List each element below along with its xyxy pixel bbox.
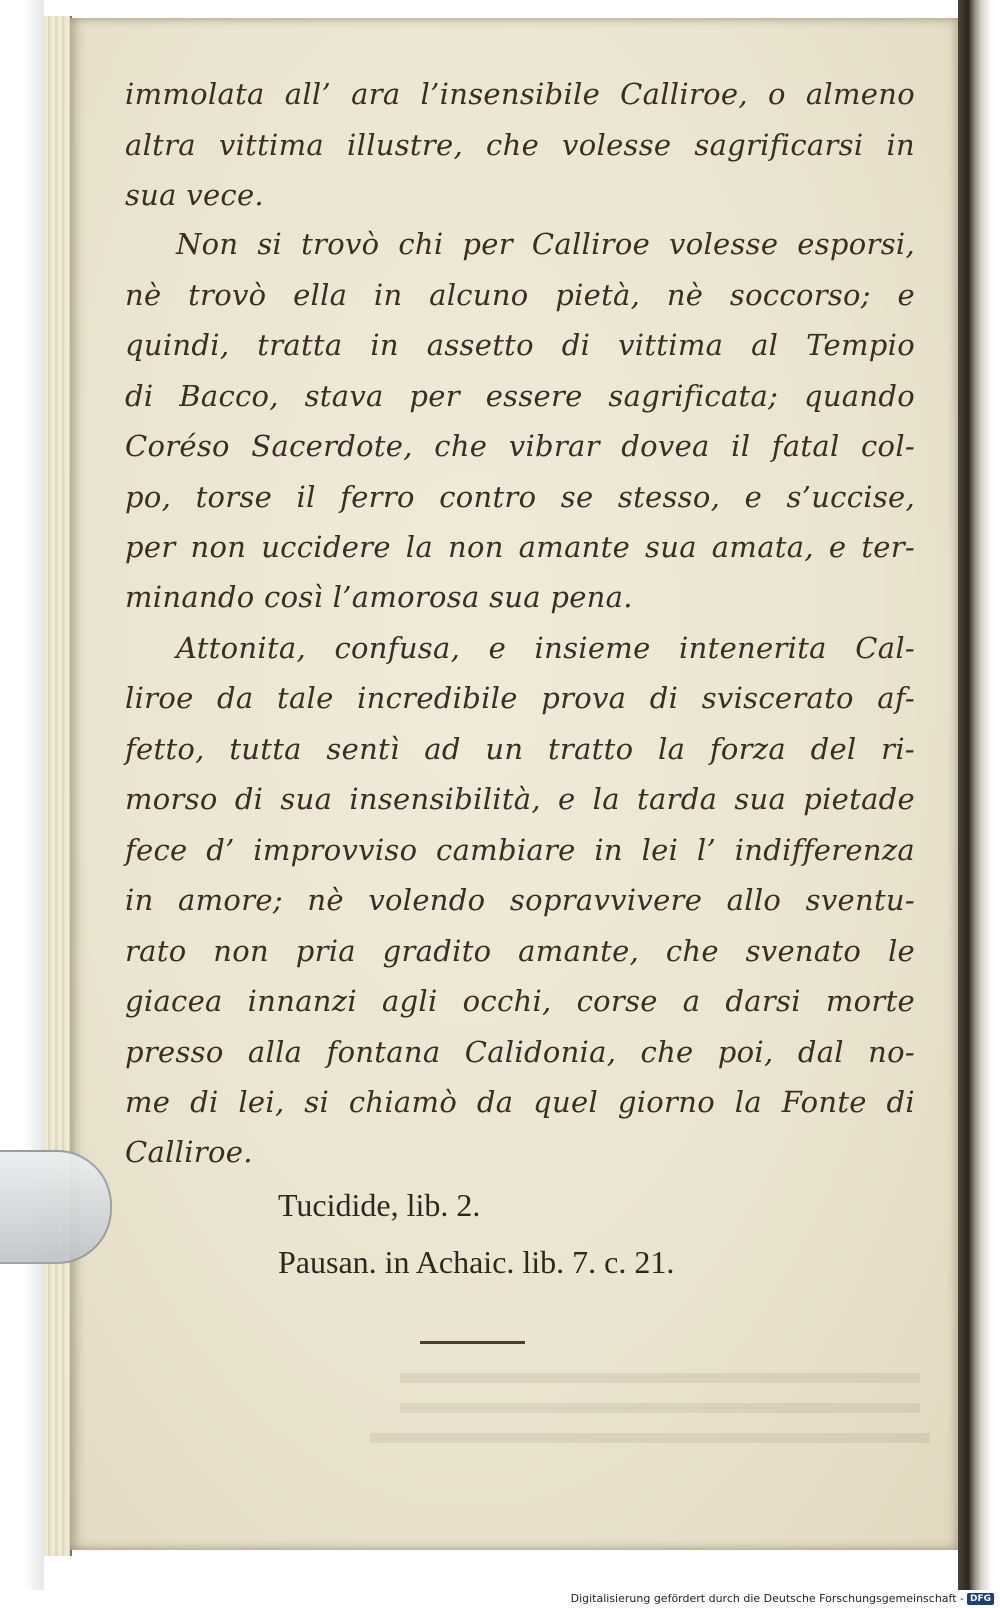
- text-line: in amore; nè volendo sopravvivere allo sventu-: [125, 883, 915, 917]
- text-line: morso di sua insensibilità, e la tarda sua pietade: [125, 782, 915, 816]
- text-line: Calliroe.: [125, 1135, 253, 1169]
- text-line: altra vittima illustre, che volesse sagrificarsi in: [125, 128, 915, 162]
- bleed-through: [400, 1403, 920, 1413]
- page-clip: [0, 1150, 112, 1264]
- text-line: po, torse il ferro contro se stesso, e s’uccise,: [125, 480, 915, 514]
- text-line: Coréso Sacerdote, che vibrar dovea il fatal col-: [125, 429, 915, 463]
- section-rule: [420, 1341, 525, 1344]
- text-line-indent: Attonita, confusa, e insieme intenerita Cal-: [176, 631, 915, 665]
- text-line: di Bacco, stava per essere sagrificata; quando: [125, 379, 915, 413]
- text-line: giacea innanzi agli occhi, corse a darsi morte: [125, 984, 915, 1018]
- dfg-logo: DFG: [967, 1593, 994, 1605]
- book-binding: [958, 0, 1000, 1590]
- text-line: minando così l’amorosa sua pena.: [125, 580, 633, 614]
- text-line: fetto, tutta sentì ad un tratto la forza del ri-: [125, 732, 915, 766]
- text-line: presso alla fontana Calidonia, che poi, dal no-: [125, 1035, 915, 1069]
- bleed-through: [400, 1373, 920, 1383]
- text-line: rato non pria gradito amante, che svenato le: [125, 934, 915, 968]
- digitization-footer: [571, 1592, 994, 1605]
- text-line: nè trovò ella in alcuno pietà, nè soccorso; e: [125, 278, 915, 312]
- text-line: me di lei, si chiamò da quel giorno la Fonte di: [125, 1085, 915, 1119]
- book-page: [70, 18, 958, 1550]
- text-line: fece d’ improvviso cambiare in lei l’ indifferenza: [125, 833, 915, 867]
- book-page-edges: [44, 16, 72, 1556]
- bleed-through: [370, 1433, 930, 1443]
- text-line: sua vece.: [125, 178, 264, 212]
- citation-line: Tucidide, lib. 2.: [278, 1187, 481, 1223]
- footer-text: Digitalisierung gefördert durch die Deutsche Forschungsgemeinschaft -: [570, 1592, 964, 1605]
- text-line: per non uccidere la non amante sua amata, e ter-: [125, 530, 915, 564]
- text-line: liroe da tale incredibile prova di sviscerato af-: [125, 681, 915, 715]
- text-line: immolata all’ ara l’insensibile Calliroe, o almeno: [125, 77, 915, 111]
- text-line: quindi, tratta in assetto di vittima al Tempio: [125, 328, 915, 362]
- citation-line: Pausan. in Achaic. lib. 7. c. 21.: [278, 1244, 675, 1280]
- left-margin-shadow: [0, 0, 44, 1590]
- text-line-indent: Non si trovò chi per Calliroe volesse esporsi,: [176, 227, 915, 261]
